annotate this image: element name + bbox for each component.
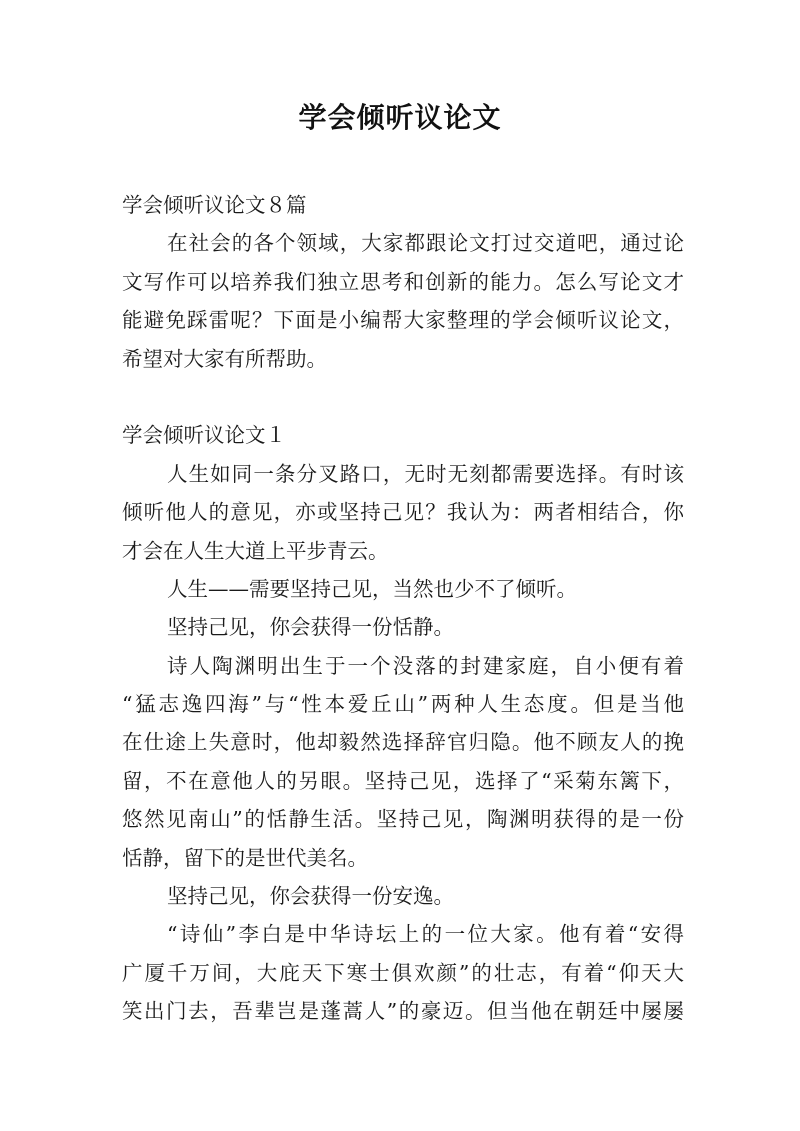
section-spacer xyxy=(122,378,684,416)
collection-heading: 学会倾听议论文８篇 xyxy=(122,193,307,217)
paragraph-line: “诗仙”李白是中华诗坛上的一位大家。他有着“安得 xyxy=(167,922,684,947)
document-body xyxy=(122,186,684,1031)
paragraph-line: 坚持己见，你会获得一份恬静。 xyxy=(167,615,454,640)
paragraph-line: 人生——需要坚持己见，当然也少不了倾听。 xyxy=(167,576,577,601)
paragraph-line: 笑出门去，吾辈岂是蓬蒿人”的豪迈。但当他在朝廷中屡屡 xyxy=(122,999,684,1024)
paragraph-line: 留，不在意他人的另眼。坚持己见，选择了“采菊东篱下， xyxy=(122,768,684,793)
paragraph-line: 倾听他人的意见，亦或坚持己见？我认为：两者相结合，你 xyxy=(122,500,684,525)
paragraph-line: 在仕途上失意时，他却毅然选择辞官归隐。他不顾友人的挽 xyxy=(122,730,684,755)
paragraph-line: 坚持己见，你会获得一份安逸。 xyxy=(167,884,454,909)
essay-heading: 学会倾听议论文１ xyxy=(122,423,286,448)
paragraph-line: “猛志逸四海”与“性本爱丘山”两种人生态度。但是当他 xyxy=(122,692,684,717)
paragraph-line: 悠然见南山”的恬静生活。坚持己见，陶渊明获得的是一份 xyxy=(122,807,684,832)
paragraph-line: 广厦千万间，大庇天下寒士俱欢颜”的壮志，有着“仰天大 xyxy=(122,960,684,985)
paragraph-line: 恬静，留下的是世代美名。 xyxy=(122,845,368,870)
paragraph-line: 诗人陶渊明出生于一个没落的封建家庭，自小便有着 xyxy=(167,653,684,678)
intro-paragraph-line: 文写作可以培养我们独立思考和创新的能力。怎么写论文才 xyxy=(122,269,684,294)
paragraph-line: 才会在人生大道上平步青云。 xyxy=(122,538,389,563)
document-title: 学会倾听议论文 xyxy=(298,101,502,134)
paragraph-line: 人生如同一条分叉路口，无时无刻都需要选择。有时该 xyxy=(167,461,684,486)
intro-paragraph-line: 希望对大家有所帮助。 xyxy=(122,346,327,371)
intro-paragraph-line: 能避免踩雷呢？下面是小编帮大家整理的学会倾听议论文， xyxy=(122,308,684,333)
intro-paragraph-line: 在社会的各个领域，大家都跟论文打过交道吧，通过论 xyxy=(167,231,684,256)
